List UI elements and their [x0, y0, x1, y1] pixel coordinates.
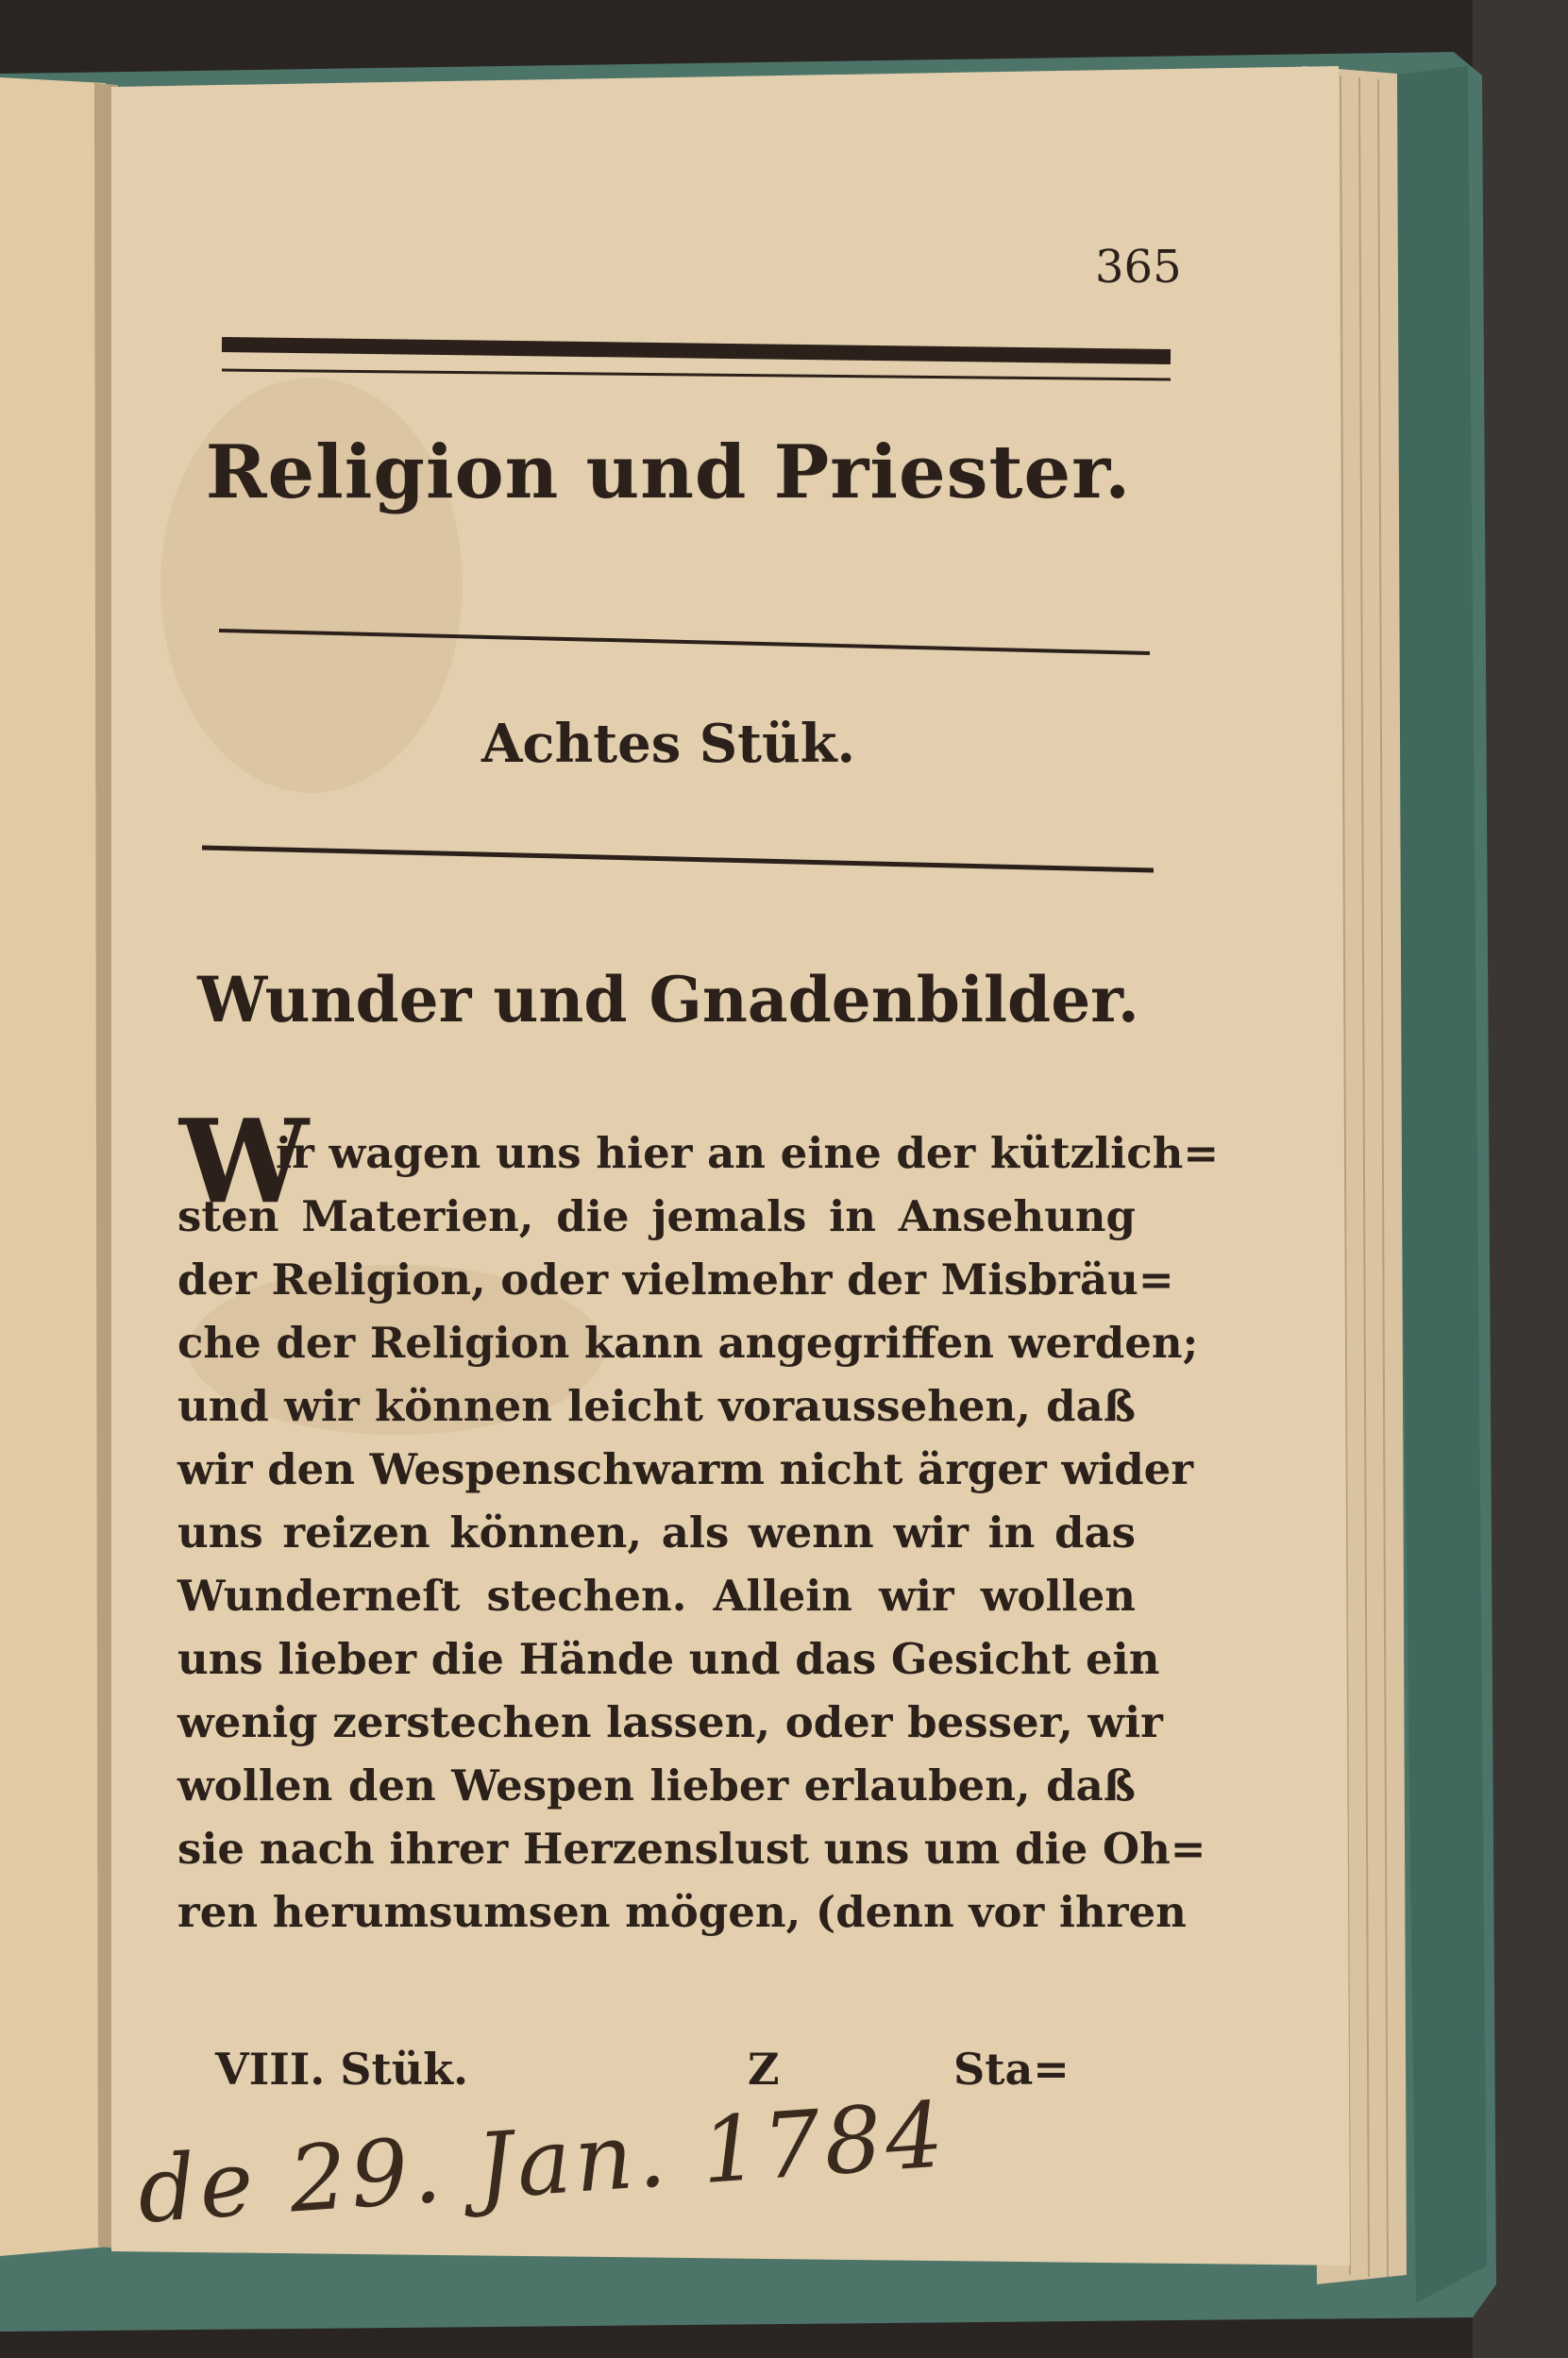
body-line: ir wagen uns hier an eine der kützlich= [276, 1128, 1220, 1178]
left-page [0, 77, 109, 2256]
footer-sheet-mark: Z [748, 2044, 780, 2095]
page-title: Religion und Priester. [205, 429, 1132, 515]
body-line: und wir können leicht voraussehen, daß [177, 1381, 1136, 1431]
body-text [177, 1121, 1220, 1944]
body-line: uns reizen können, als wenn wir in das [177, 1507, 1136, 1558]
body-line: sie nach ihrer Herzenslust uns um die Oh= [177, 1824, 1206, 1874]
footer-catchword: Sta= [953, 2044, 1070, 2095]
footer-signature: VIII. Stük. [215, 2044, 469, 2095]
body-line: che der Religion kann angegriffen werden; [177, 1318, 1199, 1368]
body-line: wollen den Wespen lieber erlauben, daß [177, 1760, 1136, 1811]
page-subtitle: Achtes Stük. [481, 713, 856, 775]
body-line: uns lieber die Hände und das Gesicht ein [177, 1634, 1160, 1684]
body-line: der Religion, oder vielmehr der Misbräu= [177, 1255, 1174, 1305]
body-line: sten Materien, die jemals in Ansehung [177, 1191, 1136, 1241]
body-line: ren herumsumsen mögen, (denn vor ihren [177, 1887, 1187, 1937]
handwritten-date-note: de 29. Jan. 1784 [134, 2081, 951, 2244]
body-line: Wunderneſt stechen. Allein wir wollen [177, 1571, 1136, 1621]
body-line: wenig zerstechen lassen, oder besser, wir [177, 1697, 1163, 1747]
body-line: wir den Wespenschwarm nicht ärger wider [177, 1444, 1194, 1494]
drop-cap: W [179, 1093, 310, 1229]
section-heading: Wunder und Gnadenbilder. [197, 963, 1139, 1036]
page-number: 365 [1095, 241, 1182, 294]
